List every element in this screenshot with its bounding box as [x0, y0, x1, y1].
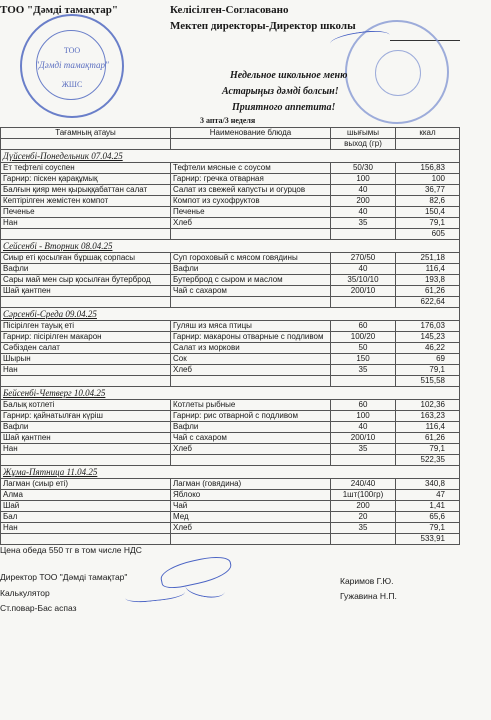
dish-row [1, 196, 460, 207]
dish-name-kz: Пісірілген тауық еті [1, 321, 171, 332]
dish-row [1, 444, 460, 455]
director-label: Директор ТОО "Дәмді тамақтар" [0, 572, 128, 582]
dish-row [1, 354, 460, 365]
day-title: Бейсенбі-Четверг 10.04.25 [1, 387, 460, 400]
day-total-kcal: 522,35 [396, 455, 460, 466]
dish-name-kz: Ет тефтелі соуспен [1, 163, 171, 174]
director-name: Каримов Г.Ю. [340, 576, 394, 586]
dish-name-ru: Чай [171, 501, 331, 512]
menu-table [0, 127, 460, 545]
dish-kcal: 156,83 [396, 163, 460, 174]
dish-yield: 50/30 [331, 163, 396, 174]
day-title: Сәрсенбі-Среда 09.04.25 [1, 308, 460, 321]
day-total-row [1, 455, 460, 466]
dish-name-kz: Лагман (сиыр еті) [1, 479, 171, 490]
dish-name-ru: Котлеты рыбные [171, 400, 331, 411]
dish-yield: 20 [331, 512, 396, 523]
dish-name-kz: Печенье [1, 207, 171, 218]
day-total-row [1, 297, 460, 308]
dish-yield: 100 [331, 174, 396, 185]
dish-kcal: 145,23 [396, 332, 460, 343]
dish-row [1, 218, 460, 229]
dish-yield: 240/40 [331, 479, 396, 490]
dish-row [1, 501, 460, 512]
dish-kcal: 69 [396, 354, 460, 365]
dish-name-kz: Шай қантпен [1, 433, 171, 444]
menu-title: Недельное школьное меню [230, 70, 348, 81]
dish-name-ru: Салат из свежей капусты и огурцов [171, 185, 331, 196]
day-total-kcal: 622,64 [396, 297, 460, 308]
dish-yield: 200 [331, 196, 396, 207]
dish-yield: 40 [331, 264, 396, 275]
dish-name-ru: Гарнир: рис отварной с подливом [171, 411, 331, 422]
dish-row [1, 264, 460, 275]
dish-yield: 100/20 [331, 332, 396, 343]
day-total-kcal: 515,58 [396, 376, 460, 387]
dish-row [1, 422, 460, 433]
dish-name-kz: Нан [1, 365, 171, 376]
dish-row [1, 207, 460, 218]
dish-row [1, 174, 460, 185]
dish-name-ru: Вафли [171, 422, 331, 433]
dish-yield: 270/50 [331, 253, 396, 264]
dish-row [1, 365, 460, 376]
col-yield-sub: выход (гр) [331, 139, 396, 150]
dish-yield: 150 [331, 354, 396, 365]
dish-kcal: 79,1 [396, 523, 460, 534]
dish-row [1, 343, 460, 354]
dish-kcal: 150,4 [396, 207, 460, 218]
cook-signature [184, 577, 226, 601]
dish-name-ru: Чай с сахаром [171, 433, 331, 444]
dish-row [1, 163, 460, 174]
org-name: ТОО "Дәмді тамақтар" [0, 4, 119, 16]
dish-kcal: 82,6 [396, 196, 460, 207]
dish-yield: 35 [331, 444, 396, 455]
menu-greeting-kz: Астарыңыз дәмді болсын! [222, 86, 339, 97]
day-total-row [1, 534, 460, 545]
dish-name-kz: Сиыр еті қосылған бұршақ сорпасы [1, 253, 171, 264]
dish-kcal: 116,4 [396, 422, 460, 433]
dish-name-kz: Кептірілген жемістен компот [1, 196, 171, 207]
dish-name-ru: Вафли [171, 264, 331, 275]
day-header-row [1, 240, 460, 253]
day-header-row [1, 387, 460, 400]
approval-title: Келісілген-Согласовано [170, 4, 289, 16]
day-header-row [1, 308, 460, 321]
lunch-price: Цена обеда 550 тг в том числе НДС [0, 545, 142, 555]
approval-line: Мектеп директоры-Директор школы [170, 20, 356, 32]
dish-name-kz: Вафли [1, 264, 171, 275]
dish-row [1, 512, 460, 523]
calculator-signature [124, 583, 185, 604]
dish-name-ru: Чай с сахаром [171, 286, 331, 297]
stamp-top-text: ТОО [63, 46, 81, 55]
dish-name-kz: Шай [1, 501, 171, 512]
dish-name-ru: Хлеб [171, 365, 331, 376]
dish-yield: 50 [331, 343, 396, 354]
dish-name-ru: Хлеб [171, 218, 331, 229]
dish-name-kz: Балық котлеті [1, 400, 171, 411]
dish-kcal: 193,8 [396, 275, 460, 286]
dish-yield: 200/10 [331, 286, 396, 297]
dish-yield: 35 [331, 523, 396, 534]
day-title: Жұма-Пятница 11.04.25 [1, 466, 460, 479]
dish-name-kz: Сәбізден салат [1, 343, 171, 354]
dish-row [1, 185, 460, 196]
company-stamp [20, 14, 124, 118]
day-total-kcal: 605 [396, 229, 460, 240]
dish-yield: 60 [331, 321, 396, 332]
dish-name-kz: Нан [1, 523, 171, 534]
dish-row [1, 332, 460, 343]
dish-kcal: 116,4 [396, 264, 460, 275]
dish-name-ru: Гарнир: гречка отварная [171, 174, 331, 185]
dish-yield: 40 [331, 185, 396, 196]
dish-row [1, 275, 460, 286]
dish-kcal: 61,26 [396, 286, 460, 297]
dish-name-kz: Гарнир: піскен қарақұмық [1, 174, 171, 185]
dish-yield: 100 [331, 411, 396, 422]
dish-row [1, 479, 460, 490]
dish-row [1, 523, 460, 534]
dish-name-ru: Яблоко [171, 490, 331, 501]
dish-yield: 35 [331, 218, 396, 229]
dish-name-ru: Сок [171, 354, 331, 365]
dish-name-kz: Алма [1, 490, 171, 501]
dish-yield: 35 [331, 365, 396, 376]
dish-name-kz: Гарнир: пісірілген макарон [1, 332, 171, 343]
dish-kcal: 163,23 [396, 411, 460, 422]
dish-yield: 200 [331, 501, 396, 512]
dish-row [1, 286, 460, 297]
col-kcal: ккал [396, 128, 460, 139]
dish-yield: 60 [331, 400, 396, 411]
dish-name-kz: Нан [1, 444, 171, 455]
cook-label: Ст.повар-Бас аспаз [0, 603, 77, 613]
calculator-label: Калькулятор [0, 588, 50, 598]
dish-kcal: 251,18 [396, 253, 460, 264]
dish-name-kz: Бал [1, 512, 171, 523]
dish-kcal: 340,8 [396, 479, 460, 490]
day-total-row [1, 229, 460, 240]
dish-row [1, 321, 460, 332]
dish-name-ru: Салат из моркови [171, 343, 331, 354]
dish-name-ru: Хлеб [171, 523, 331, 534]
day-title: Сейсенбі - Вторник 08.04.25 [1, 240, 460, 253]
dish-yield: 40 [331, 422, 396, 433]
dish-kcal: 36,77 [396, 185, 460, 196]
day-total-kcal: 533,91 [396, 534, 460, 545]
dish-name-ru: Гарнир: макароны отварные с подливом [171, 332, 331, 343]
dish-name-ru: Печенье [171, 207, 331, 218]
dish-name-ru: Бутерброд с сыром и маслом [171, 275, 331, 286]
dish-kcal: 47 [396, 490, 460, 501]
dish-kcal: 79,1 [396, 218, 460, 229]
dish-name-kz: Сары май мен сыр қосылған бутерброд [1, 275, 171, 286]
dish-yield: 1шт(100гр) [331, 490, 396, 501]
stamp-bottom-text: ЖШС [61, 80, 83, 89]
dish-kcal: 79,1 [396, 365, 460, 376]
stamp-brand: "Дәмді тамақтар" [35, 60, 109, 70]
dish-kcal: 1,41 [396, 501, 460, 512]
dish-name-ru: Тефтели мясные с соусом [171, 163, 331, 174]
dish-name-kz: Нан [1, 218, 171, 229]
dish-row [1, 411, 460, 422]
day-header-row [1, 466, 460, 479]
dish-name-kz: Гарнир: қайнатылған күріш [1, 411, 171, 422]
dish-yield: 40 [331, 207, 396, 218]
dish-name-kz: Балғын қияр мен қырыққабаттан салат [1, 185, 171, 196]
dish-name-ru: Гуляш из мяса птицы [171, 321, 331, 332]
menu-greeting-ru: Приятного аппетита! [232, 102, 336, 113]
dish-yield: 200/10 [331, 433, 396, 444]
col-yield: шығымы [331, 128, 396, 139]
dish-kcal: 46,22 [396, 343, 460, 354]
dish-name-kz: Вафли [1, 422, 171, 433]
dish-row [1, 490, 460, 501]
calculator-name: Гужавина Н.П. [340, 591, 397, 601]
dish-yield: 35/10/10 [331, 275, 396, 286]
day-total-row [1, 376, 460, 387]
col-ru-name: Наименование блюда [171, 128, 331, 139]
dish-kcal: 100 [396, 174, 460, 185]
col-kz-name: Тағамның атауы [1, 128, 171, 139]
dish-kcal: 65,6 [396, 512, 460, 523]
dish-row [1, 253, 460, 264]
dish-name-ru: Суп гороховый с мясом говядины [171, 253, 331, 264]
dish-row [1, 400, 460, 411]
dish-name-kz: Шай қантпен [1, 286, 171, 297]
dish-name-ru: Компот из сухофруктов [171, 196, 331, 207]
dish-kcal: 176,03 [396, 321, 460, 332]
dish-kcal: 61,26 [396, 433, 460, 444]
dish-name-ru: Лагман (говядина) [171, 479, 331, 490]
dish-kcal: 102,36 [396, 400, 460, 411]
dish-row [1, 433, 460, 444]
week-label: 3 апта/3 неделя [200, 116, 256, 125]
dish-name-ru: Хлеб [171, 444, 331, 455]
dish-name-kz: Шырын [1, 354, 171, 365]
day-header-row [1, 150, 460, 163]
day-title: Дүйсенбі-Понедельник 07.04.25 [1, 150, 460, 163]
dish-kcal: 79,1 [396, 444, 460, 455]
dish-name-ru: Мед [171, 512, 331, 523]
